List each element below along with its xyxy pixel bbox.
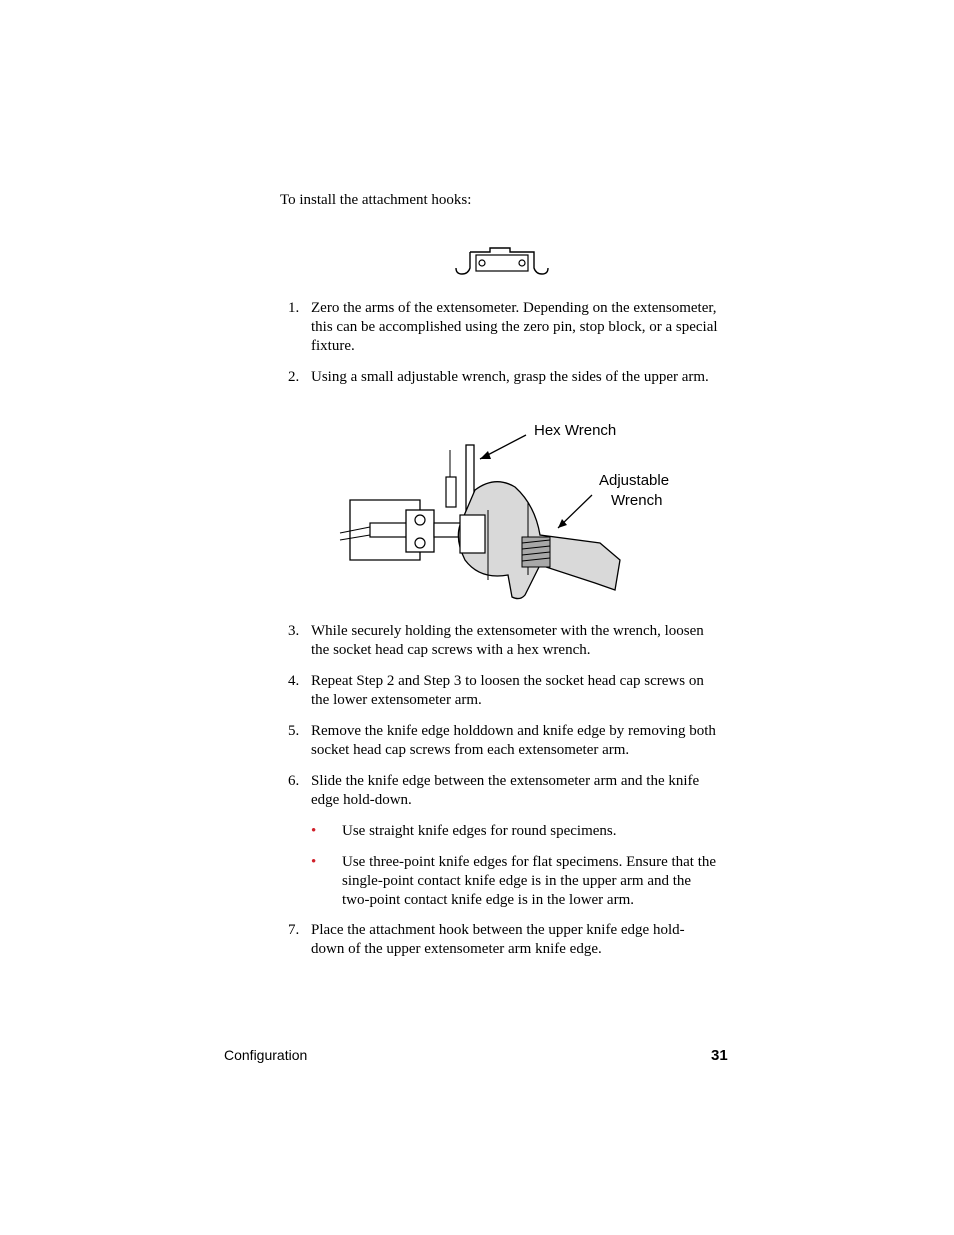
intro-text: To install the attachment hooks: [280,192,472,208]
page-number: 31 [711,1047,728,1064]
bullet-icon: • [311,854,317,870]
attachment-hook-illustration [452,246,552,280]
footer-section: Configuration [224,1047,308,1063]
adjustable-wrench-label-2: Wrench [611,492,663,509]
wrench-figure [330,415,680,610]
adjustable-wrench-label-1: Adjustable [599,472,670,489]
hex-wrench-label: Hex Wrench [534,422,617,439]
bullet-icon: • [311,823,317,839]
